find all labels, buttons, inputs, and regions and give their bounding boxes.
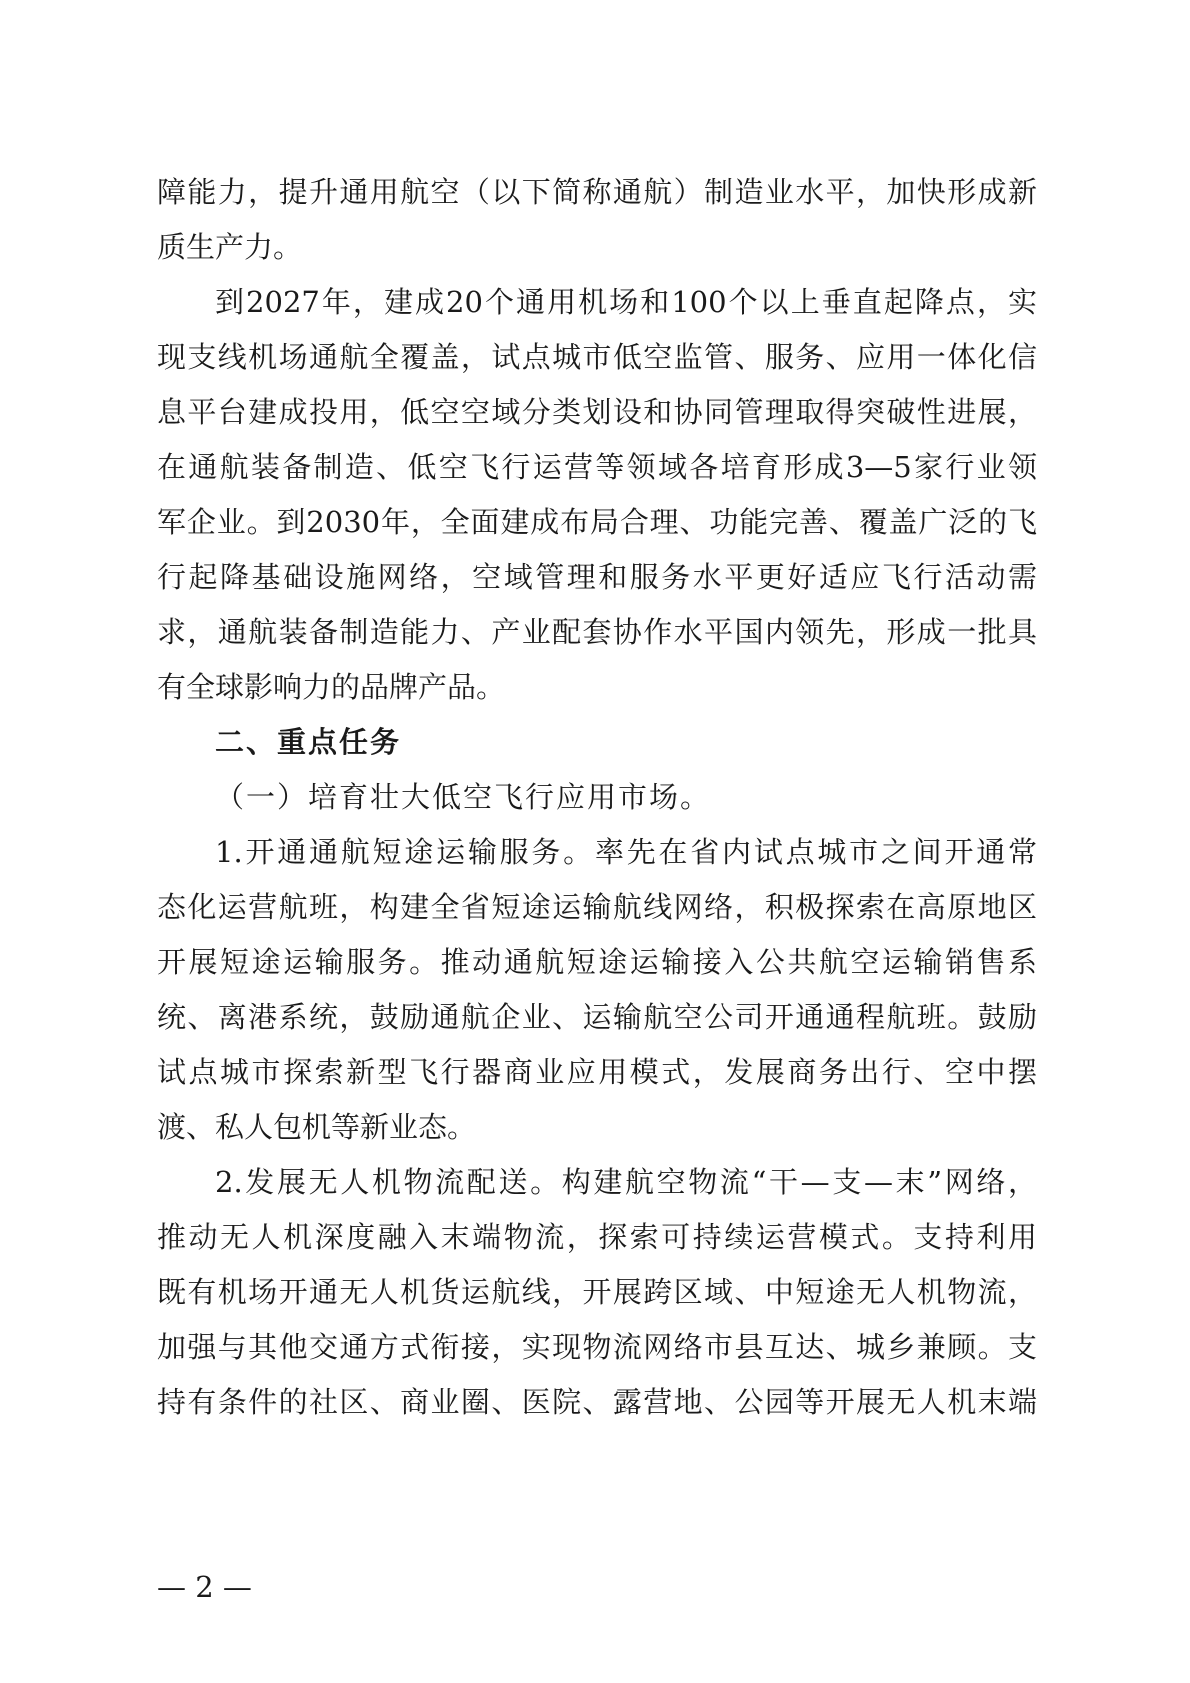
- body-text-line: 障能力，提升通用航空（以下简称通航）制造业水平，加快形成新: [157, 175, 1037, 209]
- body-text-line: 军企业。到2030年，全面建成布局合理、功能完善、覆盖广泛的飞: [157, 505, 1037, 539]
- body-text-line: 有全球影响力的品牌产品。: [157, 670, 506, 704]
- body-text-line: 态化运营航班，构建全省短途运输航线网络，积极探索在高原地区: [157, 890, 1037, 924]
- body-text-line: 行起降基础设施网络，空域管理和服务水平更好适应飞行活动需: [157, 560, 1037, 594]
- body-text-line: 开展短途运输服务。推动通航短途运输接入公共航空运输销售系: [157, 945, 1037, 979]
- body-text-line: 2.发展无人机物流配送。构建航空物流“干—支—末”网络，: [215, 1165, 1037, 1199]
- body-text-line: 求，通航装备制造能力、产业配套协作水平国内领先，形成一批具: [157, 615, 1037, 649]
- body-text-line: 质生产力。: [157, 230, 303, 264]
- section-heading: 二、重点任务: [215, 725, 402, 759]
- body-text-line: 1.开通通航短途运输服务。率先在省内试点城市之间开通常: [215, 835, 1037, 869]
- body-text-line: 统、离港系统，鼓励通航企业、运输航空公司开通通程航班。鼓励: [157, 1000, 1037, 1034]
- body-text-line: 现支线机场通航全覆盖，试点城市低空监管、服务、应用一体化信: [157, 340, 1037, 374]
- body-text-line: 试点城市探索新型飞行器商业应用模式，发展商务出行、空中摆: [157, 1055, 1037, 1089]
- body-text-line: 加强与其他交通方式衔接，实现物流网络市县互达、城乡兼顾。支: [157, 1330, 1037, 1364]
- page-number: — 2 —: [157, 1570, 252, 1604]
- body-text-line: 推动无人机深度融入末端物流，探索可持续运营模式。支持利用: [157, 1220, 1037, 1254]
- body-text-line: 渡、私人包机等新业态。: [157, 1110, 477, 1144]
- body-text-line: 在通航装备制造、低空飞行运营等领域各培育形成3—5家行业领: [157, 450, 1037, 484]
- body-text-line: 到2027年，建成20个通用机场和100个以上垂直起降点，实: [215, 285, 1037, 319]
- body-text-line: 息平台建成投用，低空空域分类划设和协同管理取得突破性进展，: [157, 395, 1037, 429]
- body-text-line: 既有机场开通无人机货运航线，开展跨区域、中短途无人机物流，: [157, 1275, 1037, 1309]
- body-text-line: 持有条件的社区、商业圈、医院、露营地、公园等开展无人机末端: [157, 1385, 1037, 1419]
- subsection-heading: （一）培育壮大低空飞行应用市场。: [215, 780, 712, 814]
